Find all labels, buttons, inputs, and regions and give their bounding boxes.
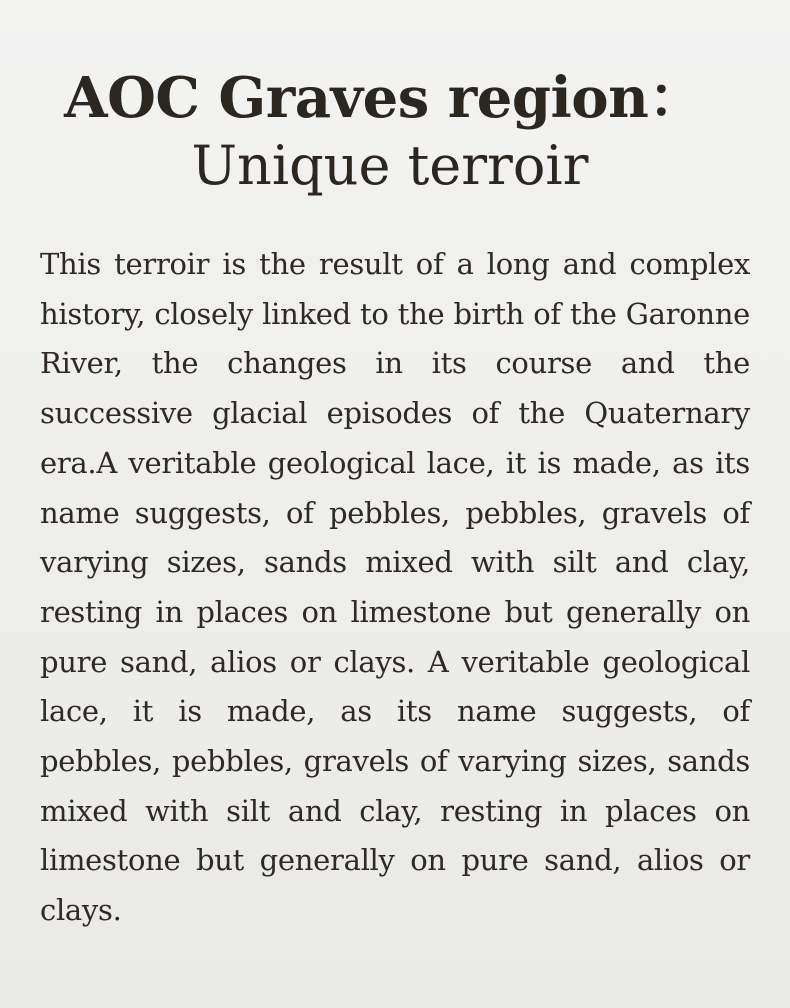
title-line-2: Unique terroir xyxy=(191,134,589,197)
title-line-1: AOC Graves region： xyxy=(64,65,704,131)
page-title xyxy=(0,64,790,200)
body-paragraph: This terroir is the result of a long and complex history, closely linked to the birth of the Garonne River, the changes in its course and the successive glacial episodes of the Quaternary era.A veritable geological lace, it is made, as its name suggests, of pebbles, pebbles, gravels of varying sizes, sands mixed with silt and clay, resting in places on limestone but generally on pure sand, alios or clays. A veritable geological lace, it is made, as its name suggests, of pebbles, pebbles, gravels of varying sizes, sands mixed with silt and clay, resting in places on limestone but generally on pure sand, alios or clays. xyxy=(40,247,750,928)
